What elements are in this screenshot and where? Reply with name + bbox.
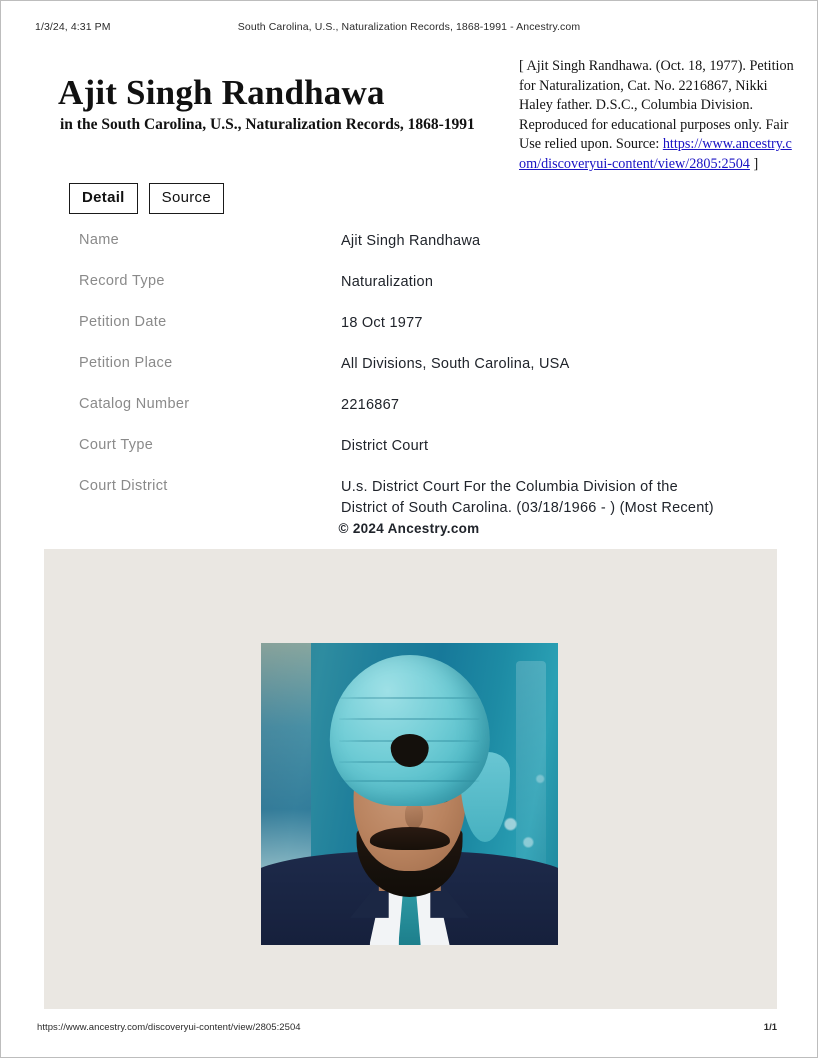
- field-row-court-district: [79, 477, 739, 519]
- annotation-text-after: ]: [749, 155, 759, 172]
- field-value-petition-place: All Divisions, South Carolina, USA: [341, 356, 570, 372]
- annotation-source-link[interactable]: https://www.ancestry.com/discoveryui-content/view/2805:2504: [519, 136, 792, 172]
- field-value-court-type: District Court: [341, 438, 429, 454]
- field-value-court-district-line1: U.s. District Court For the Columbia Division of the: [341, 479, 678, 495]
- record-title-block: [58, 73, 478, 134]
- field-row-petition-place: [79, 354, 739, 375]
- field-label-record-type: Record Type: [79, 273, 165, 289]
- field-label-petition-place: Petition Place: [79, 355, 173, 371]
- print-header-date: 1/3/24, 4:31 PM: [35, 21, 111, 33]
- field-label-court-district: Court District: [79, 478, 168, 494]
- field-label-court-type: Court Type: [79, 437, 154, 453]
- portrait-nose: [405, 803, 423, 829]
- copyright-notice: © 2024 Ancestry.com: [338, 521, 480, 536]
- field-row-record-type: [79, 272, 739, 293]
- portrait-moustache: [369, 827, 449, 850]
- print-header: [1, 21, 817, 35]
- portrait-canvas: [261, 643, 558, 945]
- field-row-petition-date: [79, 313, 739, 334]
- print-footer-page-number: 1/1: [763, 1022, 777, 1033]
- field-row-catalog-number: [79, 395, 739, 416]
- field-value-catalog-number: 2216867: [341, 397, 400, 413]
- page-title: Ajit Singh Randhawa: [58, 73, 385, 112]
- record-tabs: [69, 183, 224, 214]
- field-value-court-district-line2: District of South Carolina. (03/18/1966 - ) (Most Recent): [341, 500, 714, 516]
- record-image-panel: [44, 549, 777, 1009]
- field-value-court-district: [341, 477, 739, 519]
- field-row-court-type: [79, 436, 739, 457]
- field-row-name: [79, 231, 739, 252]
- record-detail-fields: [79, 231, 739, 539]
- field-value-name: Ajit Singh Randhawa: [341, 233, 481, 249]
- annotation-text-before: [ Ajit Singh Randhawa. (Oct. 18, 1977). Petition for Naturalization, Cat. No. 2216867, Nikki Haley father. D.S.C., Columbia Division. Reproduced for educational purposes only. Fair Use relied upon. Source:: [519, 58, 794, 153]
- field-value-petition-date: 18 Oct 1977: [341, 315, 423, 331]
- print-footer: [1, 1022, 817, 1035]
- portrait-photo: [261, 643, 558, 945]
- field-label-catalog-number: Catalog Number: [79, 396, 190, 412]
- tab-detail[interactable]: Detail: [69, 183, 138, 214]
- annotation-note: [519, 57, 797, 175]
- print-header-title: South Carolina, U.S., Naturalization Records, 1868-1991 - Ancestry.com: [237, 21, 581, 33]
- field-label-petition-date: Petition Date: [79, 314, 167, 330]
- turban-fold: [339, 697, 480, 699]
- turban-fold: [339, 718, 480, 720]
- field-label-name: Name: [79, 232, 120, 248]
- print-footer-url: https://www.ancestry.com/discoveryui-content/view/2805:2504: [37, 1022, 301, 1033]
- tab-source[interactable]: Source: [149, 183, 224, 214]
- turban-fold: [339, 780, 480, 782]
- field-value-record-type: Naturalization: [341, 274, 434, 290]
- record-subtitle: in the South Carolina, U.S., Naturalization Records, 1868-1991: [60, 116, 475, 133]
